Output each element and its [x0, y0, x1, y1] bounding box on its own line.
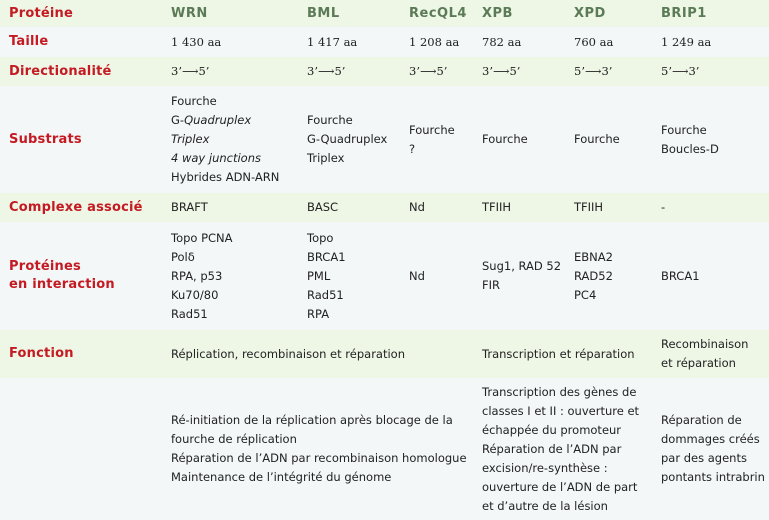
cell-line: Triplex	[307, 151, 345, 165]
cell-line: dommages créés	[661, 432, 760, 446]
cell-line: Topo PCNA	[171, 230, 233, 245]
cell-xpb: TFIIH	[482, 200, 512, 214]
cell-bml: 1 417 aa	[307, 34, 358, 49]
cell-line: Nd	[409, 268, 425, 283]
cell-line: fourche de réplication	[171, 432, 297, 446]
cell-line: Polδ	[171, 249, 195, 264]
cell-line: BRCA1	[661, 268, 700, 283]
cell-line: 4 way junctions	[171, 151, 262, 165]
cell-brip1: 5’⟶3’	[661, 64, 700, 78]
row-label	[9, 222, 115, 330]
row-label: Substrats	[9, 131, 82, 147]
cell-line: RPA	[307, 306, 330, 321]
cell-recql4	[409, 86, 455, 193]
cell-recql4: 3’⟶5’	[409, 64, 448, 78]
header-xpb: XPB	[482, 6, 513, 21]
cell-line: échappée du promoteur	[482, 422, 622, 437]
row-fonction	[0, 330, 769, 378]
cell-line: Fourche	[409, 122, 455, 137]
header-bml: BML	[307, 6, 340, 21]
cell-bml: BASC	[307, 200, 339, 214]
cell-line: Ku70/80	[171, 287, 219, 302]
cell-xpb	[482, 86, 528, 193]
cell-line: PC4	[574, 287, 597, 302]
cell-line: Hybrides ADN-ARN	[171, 170, 280, 184]
cell-line: RAD52	[574, 268, 613, 283]
cell-wrn: 1 430 aa	[171, 34, 222, 49]
cell-bml: 3’⟶5’	[307, 64, 346, 78]
cell-wrn	[171, 86, 279, 193]
cell-line: ouverture de l’ADN de part	[482, 479, 638, 494]
cell-line: excision/re-synthèse :	[482, 460, 608, 475]
cell-line: RPA, p53	[171, 268, 223, 283]
cell-line: Réparation de l’ADN par	[482, 441, 622, 456]
header-row	[0, 0, 769, 27]
cell-line: G-Quadruplex	[307, 132, 388, 146]
cell-line: Transcription et réparation	[482, 346, 635, 361]
cell-xpb: 782 aa	[482, 34, 522, 49]
cell-xpb-xpd	[482, 378, 639, 520]
cell-line: Fourche	[171, 94, 217, 108]
header-label: Protéine	[9, 5, 74, 21]
cell-wrn: 3’⟶5’	[171, 64, 210, 78]
cell-line: Fourche	[482, 132, 528, 146]
cell-brip1	[661, 378, 765, 520]
cell-line-part: Quadruplex	[184, 113, 252, 127]
cell-recql4: Nd	[409, 200, 425, 214]
cell-line-part: G-	[171, 113, 185, 127]
cell-line: Fourche	[574, 132, 620, 146]
cell-line: Ré-initiation de la réplication après blocage de la	[171, 413, 453, 427]
row-taille	[0, 27, 769, 57]
cell-line: et d’autre de la lésion	[482, 498, 608, 513]
cell-line: Triplex	[171, 132, 210, 146]
cell-wrn-bml-recql4	[171, 378, 467, 520]
cell-brip1	[661, 86, 719, 193]
cell-wrn: BRAFT	[171, 200, 208, 214]
header-xpd: XPD	[574, 6, 606, 21]
row-label-line: Protéines	[9, 259, 81, 274]
row-substrats	[0, 86, 769, 193]
cell-recql4: 1 208 aa	[409, 34, 460, 49]
header-wrn: WRN	[171, 6, 208, 21]
header-recql4: RecQL4	[409, 6, 467, 21]
cell-xpd: TFIIH	[574, 200, 604, 214]
cell-line: classes I et II : ouverture et	[482, 403, 640, 418]
cell-line: BRCA1	[307, 249, 346, 264]
cell-brip1: 1 249 aa	[661, 34, 712, 49]
cell-line: Réplication, recombinaison et réparation	[171, 346, 405, 361]
cell-xpd: 5’⟶3’	[574, 64, 613, 78]
cell-line: Réparation de l’ADN par recombinaison homologue	[171, 451, 467, 465]
row-label-line: en interaction	[9, 277, 115, 292]
cell-bml	[307, 86, 387, 193]
cell-bml	[307, 222, 346, 330]
cell-line: Recombinaison	[661, 337, 749, 351]
row-label: Taille	[9, 34, 49, 49]
cell-brip1	[661, 330, 748, 378]
cell-line: Sug1, RAD 52	[482, 259, 562, 273]
row-label: Fonction	[9, 346, 74, 361]
cell-wrn	[171, 222, 233, 330]
cell-recql4	[409, 222, 425, 330]
cell-line: par des agents	[661, 451, 747, 465]
cell-line: Réparation de	[661, 413, 742, 427]
cell-line: PML	[307, 268, 331, 283]
cell-xpb	[482, 222, 561, 330]
cell-line	[171, 111, 279, 130]
cell-line: ?	[409, 141, 416, 156]
cell-line: Fourche	[661, 122, 707, 137]
row-complexe	[0, 193, 769, 222]
cell-xpd	[574, 222, 613, 330]
cell-xpd	[574, 86, 620, 193]
cell-line: Maintenance de l’intégrité du génome	[171, 470, 392, 484]
cell-line: FIR	[482, 278, 500, 292]
cell-line: Fourche	[307, 113, 353, 127]
cell-brip1: -	[661, 200, 666, 214]
cell-line: Rad51	[307, 287, 344, 302]
cell-brip1	[661, 222, 700, 330]
cell-line: Boucles-D	[661, 141, 719, 156]
cell-line: Transcription des gènes de	[482, 384, 637, 399]
cell-line: Rad51	[171, 306, 208, 321]
cell-line: et réparation	[661, 356, 736, 370]
cell-xpb: 3’⟶5’	[482, 64, 521, 78]
cell-line: EBNA2	[574, 249, 613, 264]
row-label: Complexe associé	[9, 199, 143, 215]
row-details	[0, 378, 769, 520]
row-proteines	[0, 222, 769, 330]
header-brip1: BRIP1	[661, 6, 707, 21]
cell-line: Topo	[307, 230, 334, 245]
cell-xpb-xpd	[482, 330, 635, 378]
cell-line: pontants intrabrin	[661, 470, 765, 484]
cell-wrn-bml-recql4	[171, 330, 405, 378]
row-label: Directionalité	[9, 63, 112, 79]
cell-xpd: 760 aa	[574, 34, 614, 49]
row-directionalite	[0, 57, 769, 86]
